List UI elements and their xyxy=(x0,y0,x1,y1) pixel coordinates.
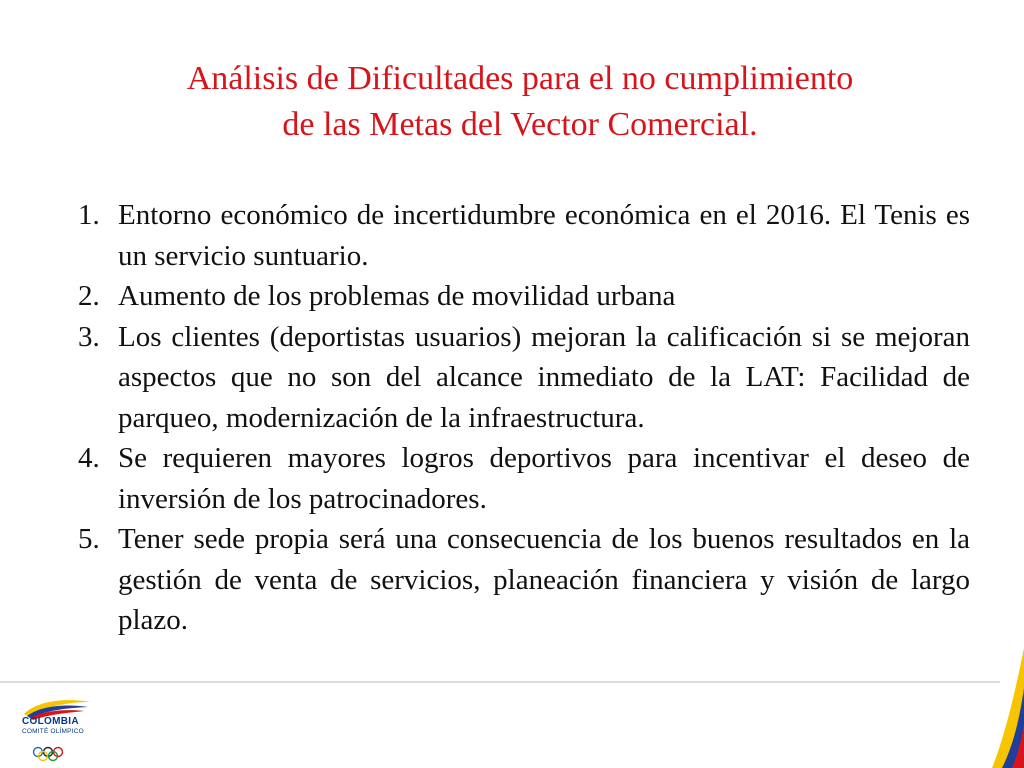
list-item-number: 3. xyxy=(78,320,100,353)
list-item-text: Entorno económico de incertidumbre económica en el 2016. El Tenis es un servicio suntuario. xyxy=(118,199,970,272)
logo-subtitle: COMITÉ OLÍMPICO xyxy=(22,728,84,735)
list-item xyxy=(78,195,970,276)
footer-divider xyxy=(0,681,1000,683)
list-item-number: 2. xyxy=(78,280,100,312)
title-line-2: de las Metas del Vector Comercial. xyxy=(282,106,758,143)
list-item xyxy=(78,276,970,317)
list-item-number: 4. xyxy=(78,442,100,474)
difficulties-list xyxy=(78,195,970,641)
list-item-number: 1. xyxy=(78,199,100,231)
logo-name: COLOMBIA xyxy=(22,716,79,727)
colombia-flag-swoosh-icon xyxy=(964,648,1024,768)
list-item xyxy=(78,317,970,439)
list-item-text: Se requieren mayores logros deportivos para incentivar el deseo de inversión de los patrocinadores. xyxy=(118,442,970,515)
slide-title xyxy=(80,56,960,148)
list-item-number: 5. xyxy=(78,523,100,555)
list-item-text: Los clientes (deportistas usuarios) mejoran la calificación si se mejoran aspectos que no son del alcance inmediato de la LAT: Facilidad de parqueo, modernización de la infraestructura. xyxy=(118,320,970,434)
list-item-text: Aumento de los problemas de movilidad urbana xyxy=(118,280,676,312)
list-item-text: Tener sede propia será una consecuencia de los buenos resultados en la gestión de venta de servicios, planeación financiera y visión de largo plazo. xyxy=(118,523,970,636)
colombian-olympic-committee-logo-icon xyxy=(18,692,108,762)
list-item xyxy=(78,519,970,641)
list-item xyxy=(78,438,970,519)
title-line-1: Análisis de Dificultades para el no cumplimiento xyxy=(186,60,854,97)
